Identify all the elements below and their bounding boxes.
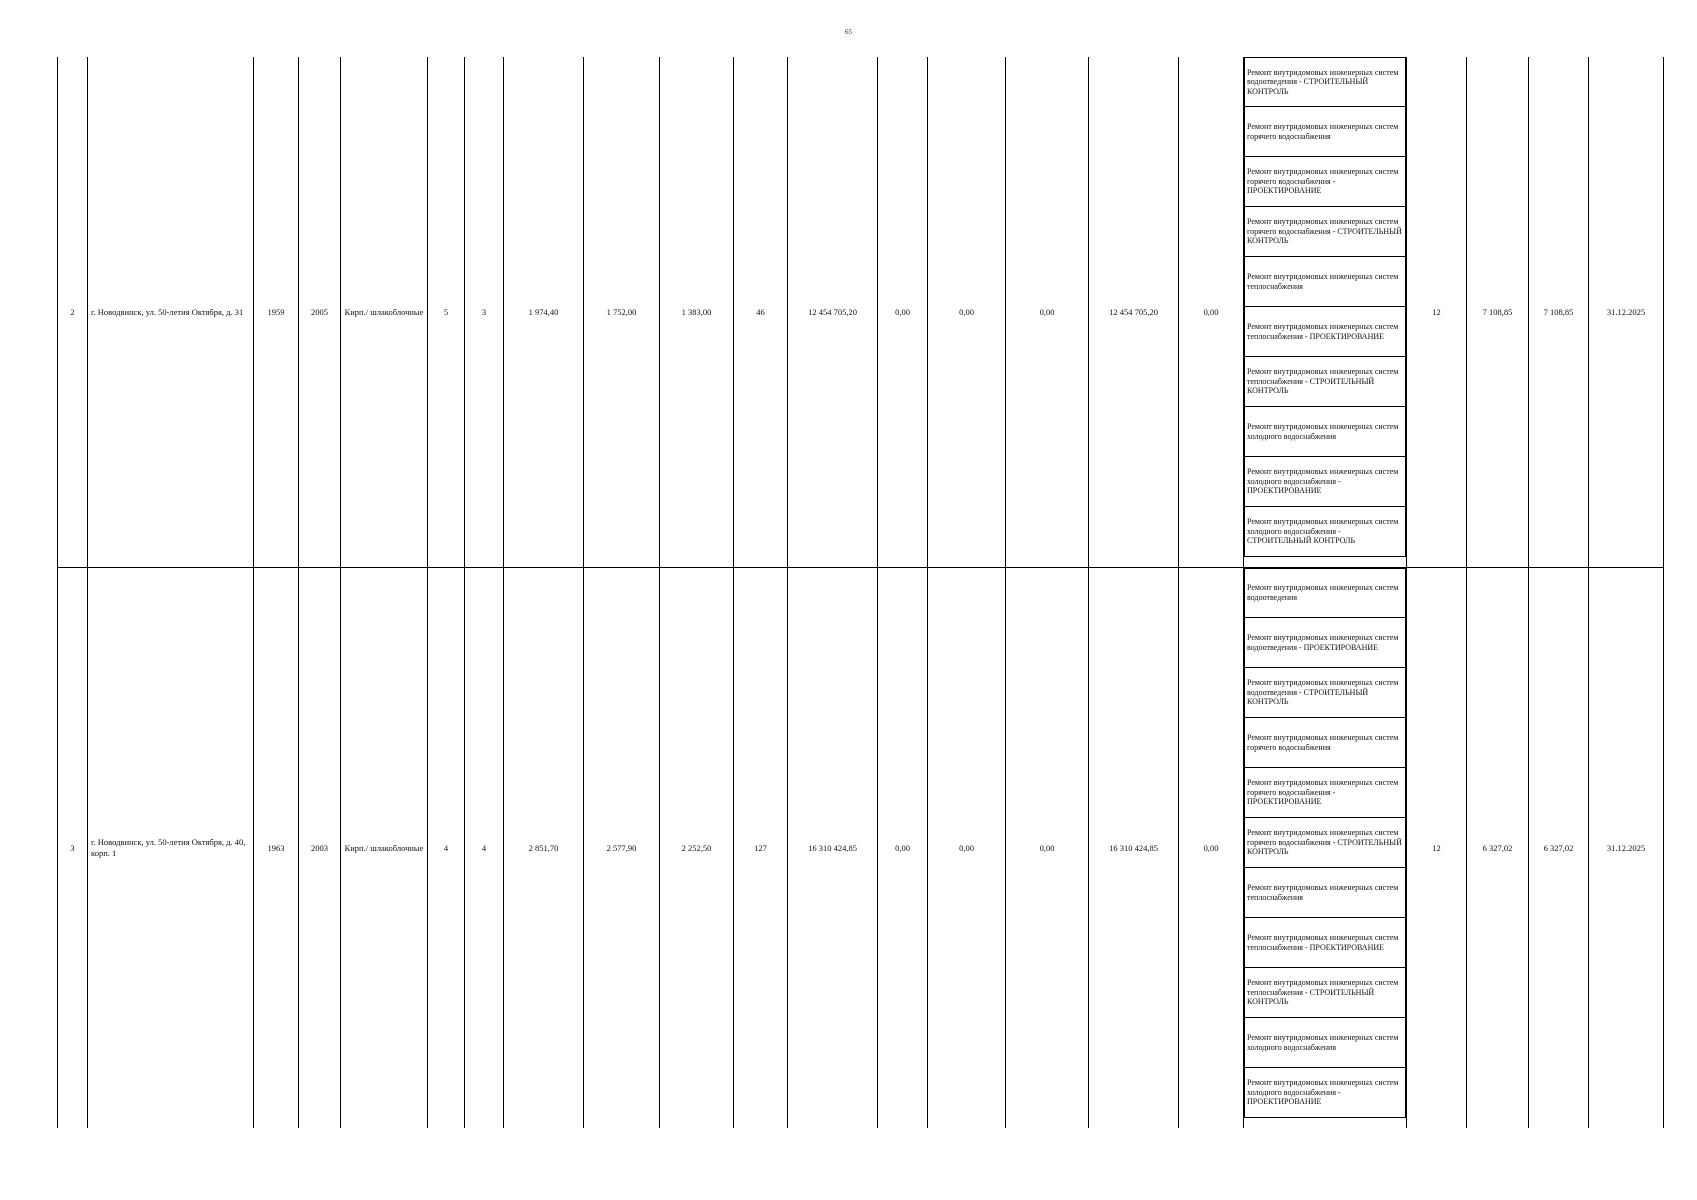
work-item xyxy=(1244,868,1406,918)
year-overhaul-cell: 2003 xyxy=(299,568,341,1129)
work-item-label: Ремонт внутридомовых инженерных систем водоотведения - ПРОЕКТИРОВАНИЕ xyxy=(1247,632,1399,652)
cost-owners-cell: 12 454 705,20 xyxy=(1089,57,1179,568)
unit-cost-cell: 6 327,02 xyxy=(1467,568,1529,1129)
work-item-label: Ремонт внутридомовых инженерных систем холодного водоснабжения - ПРОЕКТИРОВАНИЕ xyxy=(1247,467,1399,496)
capital-repair-table xyxy=(57,57,1664,1128)
work-item xyxy=(1244,1018,1406,1068)
work-item xyxy=(1244,107,1406,157)
works-list xyxy=(1244,568,1406,1118)
work-item-label: Ремонт внутридомовых инженерных систем горячего водоснабжения - СТРОИТЕЛЬНЫЙ КОНТРОЛЬ xyxy=(1247,217,1402,246)
work-item-label: Ремонт внутридомовых инженерных систем водоотведения xyxy=(1247,583,1399,602)
work-item xyxy=(1244,718,1406,768)
address-cell: г. Новодвинск, ул. 50-летия Октября, д. 40, корп. 1 xyxy=(88,568,254,1129)
area-premises-cell: 2 577,90 xyxy=(584,568,660,1129)
year-built-cell: 1963 xyxy=(254,568,299,1129)
work-item xyxy=(1244,918,1406,968)
work-item xyxy=(1244,768,1406,818)
work-item xyxy=(1244,818,1406,868)
year-built-cell: 1959 xyxy=(254,57,299,568)
work-item-label: Ремонт внутридомовых инженерных систем теплоснабжения - ПРОЕКТИРОВАНИЕ xyxy=(1247,932,1399,952)
work-item xyxy=(1244,457,1406,507)
work-item xyxy=(1244,207,1406,257)
work-item xyxy=(1244,357,1406,407)
works-cell xyxy=(1244,568,1407,1129)
work-item-label: Ремонт внутридомовых инженерных систем теплоснабжения - СТРОИТЕЛЬНЫЙ КОНТРОЛЬ xyxy=(1247,978,1399,1007)
page-number: 65 xyxy=(845,28,852,36)
address-cell: г. Новодвинск, ул. 50-летия Октября, д. 31 xyxy=(88,57,254,568)
area-residential-cell: 2 252,50 xyxy=(660,568,734,1129)
total-area-cell: 1 974,40 xyxy=(504,57,584,568)
cost-total-cell: 16 310 424,85 xyxy=(788,568,878,1129)
work-item xyxy=(1244,57,1406,107)
work-item-label: Ремонт внутридомовых инженерных систем горячего водоснабжения - СТРОИТЕЛЬНЫЙ КОНТРОЛЬ xyxy=(1247,828,1402,857)
table-row xyxy=(58,568,1664,1129)
work-item xyxy=(1244,307,1406,357)
year-overhaul-cell: 2005 xyxy=(299,57,341,568)
work-item xyxy=(1244,668,1406,718)
area-residential-cell: 1 383,00 xyxy=(660,57,734,568)
wall-material-cell: Кирп./ шлакоблочные xyxy=(341,57,428,568)
work-item xyxy=(1244,1068,1406,1118)
work-item xyxy=(1244,157,1406,207)
entrances-cell: 4 xyxy=(465,568,504,1129)
work-item-label: Ремонт внутридомовых инженерных систем холодного водоснабжения - СТРОИТЕЛЬНЫЙ КОНТРОЛЬ xyxy=(1247,517,1399,546)
cost-owners-cell: 16 310 424,85 xyxy=(1089,568,1179,1129)
cost-federal-cell: 0,00 xyxy=(878,57,928,568)
work-item-label: Ремонт внутридомовых инженерных систем теплоснабжения - ПРОЕКТИРОВАНИЕ xyxy=(1247,321,1399,341)
work-item-label: Ремонт внутридомовых инженерных систем теплоснабжения - СТРОИТЕЛЬНЫЙ КОНТРОЛЬ xyxy=(1247,367,1399,396)
works-cell xyxy=(1244,57,1407,568)
total-area-cell: 2 851,70 xyxy=(504,568,584,1129)
work-item-label: Ремонт внутридомовых инженерных систем теплоснабжения xyxy=(1247,271,1399,291)
work-item-label: Ремонт внутридомовых инженерных систем горячего водоснабжения - ПРОЕКТИРОВАНИЕ xyxy=(1247,778,1399,807)
cost-total-cell: 12 454 705,20 xyxy=(788,57,878,568)
work-item xyxy=(1244,407,1406,457)
wall-material-cell: Кирп./ шлакоблочные xyxy=(341,568,428,1129)
work-item-label: Ремонт внутридомовых инженерных систем горячего водоснабжения xyxy=(1247,732,1399,752)
work-item-label: Ремонт внутридомовых инженерных систем холодного водоснабжения xyxy=(1247,1032,1399,1052)
work-item xyxy=(1244,568,1406,618)
deadline-cell: 31.12.2025 xyxy=(1589,568,1664,1129)
floors-cell: 5 xyxy=(428,57,465,568)
entrances-cell: 3 xyxy=(465,57,504,568)
unit-cost-limit-cell: 6 327,02 xyxy=(1529,568,1589,1129)
cost-local-cell: 0,00 xyxy=(1006,568,1089,1129)
cost-other-cell: 0,00 xyxy=(1179,57,1244,568)
deadline-cell: 31.12.2025 xyxy=(1589,57,1664,568)
cost-federal-cell: 0,00 xyxy=(878,568,928,1129)
cost-regional-cell: 0,00 xyxy=(928,57,1006,568)
work-item xyxy=(1244,257,1406,307)
work-item-label: Ремонт внутридомовых инженерных систем холодного водоснабжения - ПРОЕКТИРОВАНИЕ xyxy=(1247,1078,1399,1107)
row-number: 2 xyxy=(58,57,88,568)
unit-cost-cell: 7 108,85 xyxy=(1467,57,1529,568)
works-list xyxy=(1244,57,1406,557)
work-item xyxy=(1244,507,1406,557)
floors-cell: 4 xyxy=(428,568,465,1129)
work-item-label: Ремонт внутридомовых инженерных систем теплоснабжения xyxy=(1247,882,1399,902)
work-item-label: Ремонт внутридомовых инженерных систем горячего водоснабжения xyxy=(1247,121,1399,141)
cost-regional-cell: 0,00 xyxy=(928,568,1006,1129)
work-item xyxy=(1244,618,1406,668)
table-row xyxy=(58,57,1664,568)
row-number: 3 xyxy=(58,568,88,1129)
works-count-cell: 12 xyxy=(1407,57,1467,568)
cost-other-cell: 0,00 xyxy=(1179,568,1244,1129)
unit-cost-limit-cell: 7 108,85 xyxy=(1529,57,1589,568)
work-item-label: Ремонт внутридомовых инженерных систем водоотведения - СТРОИТЕЛЬНЫЙ КОНТРОЛЬ xyxy=(1247,678,1399,707)
works-count-cell: 12 xyxy=(1407,568,1467,1129)
work-item-label: Ремонт внутридомовых инженерных систем холодного водоснабжения xyxy=(1247,421,1399,441)
work-item xyxy=(1244,968,1406,1018)
work-item-label: Ремонт внутридомовых инженерных систем водоотведения - СТРОИТЕЛЬНЫЙ КОНТРОЛЬ xyxy=(1247,67,1399,96)
work-item-label: Ремонт внутридомовых инженерных систем горячего водоснабжения - ПРОЕКТИРОВАНИЕ xyxy=(1247,167,1399,196)
residents-cell: 46 xyxy=(734,57,788,568)
cost-local-cell: 0,00 xyxy=(1006,57,1089,568)
residents-cell: 127 xyxy=(734,568,788,1129)
area-premises-cell: 1 752,00 xyxy=(584,57,660,568)
